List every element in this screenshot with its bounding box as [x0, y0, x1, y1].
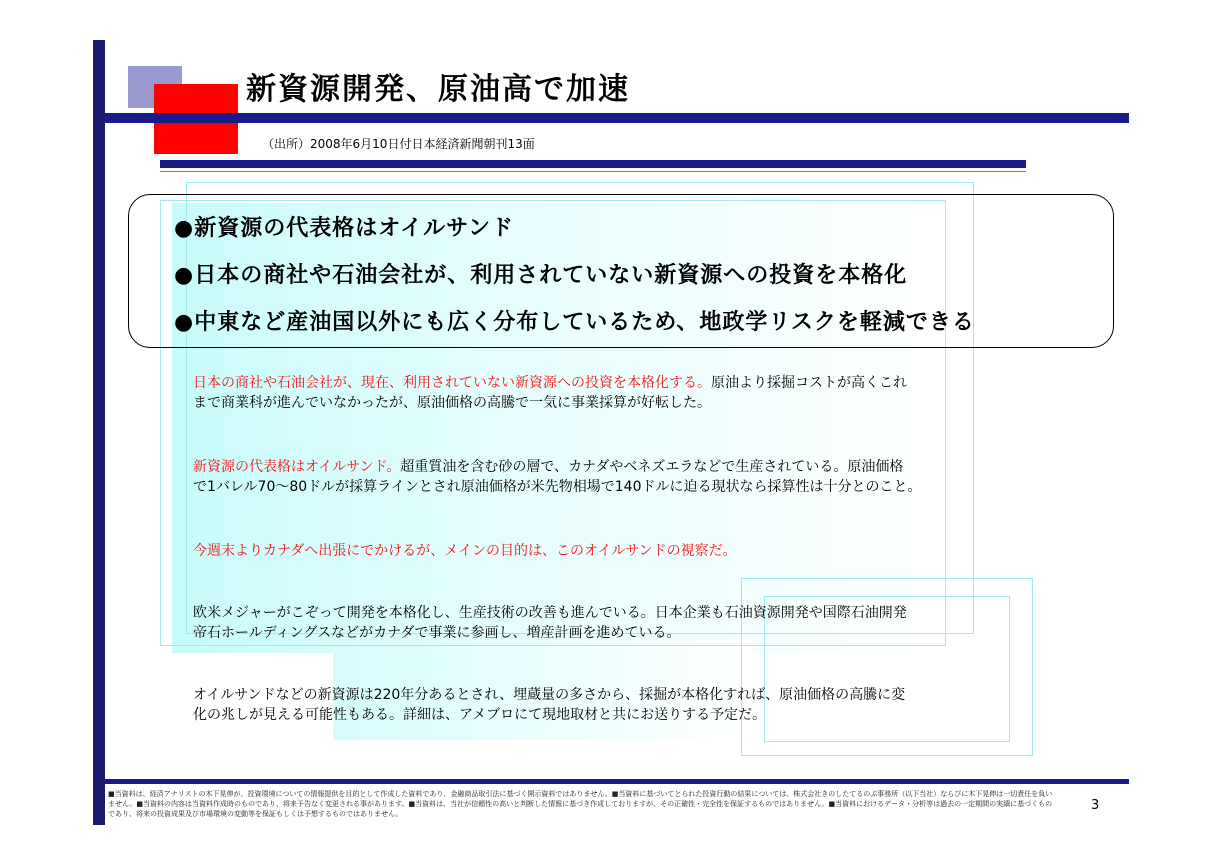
- highlight-text: 日本の商社や石油会社が、現在、利用されていない新資源への投資を本格化する。: [193, 375, 711, 391]
- body-paragraph: [193, 603, 1033, 643]
- subtitle-thin-rule: [160, 171, 1026, 172]
- page-number: 3: [1091, 798, 1100, 813]
- paragraph-text: 化の兆しが見える可能性もある。詳細は、アメブロにて現地取材と共にお送りする予定だ。: [193, 707, 767, 723]
- highlight-text: 今週末よりカナダへ出張にでかけるが、メインの目的は、このオイルサンドの視察だ。: [193, 543, 737, 559]
- body-paragraph: [193, 541, 1033, 561]
- paragraph-text: 超重質油を含む砂の層で、カナダやベネズエラなどで生産されている。原油価格: [400, 459, 904, 475]
- subtitle-rule: [160, 160, 1026, 168]
- highlight-text: 新資源の代表格はオイルサンド。: [193, 459, 401, 475]
- source-citation: （出所）2008年6月10日付日本経済新聞朝刊13面: [262, 137, 535, 151]
- paragraph-text: 欧米メジャーがこぞって開発を本格化し、生産技術の改善も進んでいる。日本企業も石油資源開発や国際石油開発: [193, 605, 907, 621]
- summary-bullet: ●新資源の代表格はオイルサンド: [174, 216, 514, 241]
- body-paragraph: [193, 373, 1033, 413]
- paragraph-text: まで商業科が進んでいなかったが、原油価格の高騰で一気に事業採算が好転した。: [193, 395, 711, 411]
- summary-bullet: ●日本の商社や石油会社が、利用されていない新資源への投資を本格化: [174, 263, 908, 288]
- paragraph-text: 原油より採掘コストが高くこれ: [711, 375, 907, 391]
- summary-bullet: ●中東など産油国以外にも広く分布しているため、地政学リスクを軽減できる: [174, 310, 975, 335]
- left-accent-bar: [93, 40, 105, 825]
- body-paragraph: [193, 457, 1033, 497]
- disclaimer-text: ■当資料は、経済アナリストの木下晃伸が、投資環境についての情報提供を目的として作成した資料であり、金融商品取引法に基づく開示資料ではありません。■当資料に基づいてとられた投資行動の結果については、株式会社きのしたてるのぶ事務所（以下当社）ならびに木下晃伸は一切責任を負いません。■当資料の内容は当資料作成時のものであり、将来予告なく変更される事があります。■当資料は、当社が信頼性の高いと判断した情報に基づき作成しておりますが、その正確性・完全性を保証するものではありません。■当資料におけるデータ・分析等は過去の一定期間の実績に基づくものであり、将来の投資成果及び市場環境の変動等を保証もしくは予想するものではありません。: [108, 790, 1053, 818]
- paragraph-text: で1バレル70〜80ドルが採算ラインとされ原油価格が米先物相場で140ドルに迫る現状なら採算性は十分とのこと。: [193, 479, 922, 495]
- title-rule: [105, 113, 1129, 123]
- footer-rule: [105, 779, 1129, 784]
- body-paragraph: [193, 685, 1033, 725]
- paragraph-text: 帝石ホールディングスなどがカナダで事業に参画し、増産計画を進めている。: [193, 625, 681, 641]
- paragraph-text: オイルサンドなどの新資源は220年分あるとされ、埋蔵量の多さから、採掘が本格化すれば、原油価格の高騰に変: [193, 687, 906, 703]
- page-title: 新資源開発、原油高で加速: [246, 72, 630, 107]
